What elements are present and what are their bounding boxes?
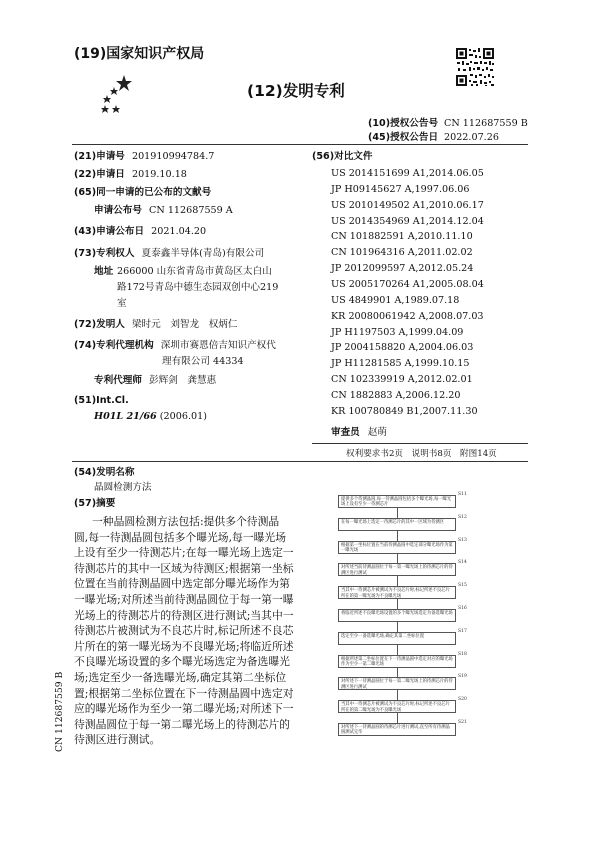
title-label: (54)发明名称: [74, 467, 135, 478]
agent-row: [94, 374, 216, 387]
flow-arrow: [397, 690, 398, 700]
reference-item: CN 1882883 A,2006.12.20: [331, 389, 461, 401]
flow-step-box: 在每一曝光场上选定一待测芯片的其中一区域为待测区: [338, 518, 456, 531]
flowchart: [338, 492, 478, 745]
flow-step-box: 选定至少一备选曝光场,确定其第二坐标位置: [338, 632, 456, 645]
pub-row: [94, 204, 233, 217]
abstract-line: 待测芯片被测试为不良芯片时,标记所述不良芯: [74, 624, 294, 638]
abstract-line: 位置在当前待测晶圆中选定部分曝光场作为第: [74, 577, 290, 591]
examiner-label: 审查员: [331, 427, 360, 438]
refs-label: (56)对比文件: [312, 151, 373, 162]
abstract-line: 一种晶圆检测方法包括:提供多个待测晶: [92, 515, 280, 528]
reference-item: KR 100780849 B1,2007.11.30: [331, 405, 478, 417]
reference-item: US 2005170264 A1,2005.08.04: [331, 278, 484, 290]
flow-step-id: S11: [458, 492, 467, 497]
app-no-row: [74, 150, 214, 163]
reference-item: KR 20080061942 A,2008.07.03: [331, 310, 484, 322]
flow-step-box: 当其中一待测芯片被测试为不良芯片时,标记所述不良芯片所在的第一曝光场为不良曝光场: [338, 586, 456, 599]
intcl-year: (2006.01): [159, 411, 207, 422]
side-doc-code: CN 112687559 B: [54, 671, 65, 752]
flow-arrow: [397, 576, 398, 586]
flow-arrow: [397, 713, 398, 723]
intcl-row: [94, 410, 207, 423]
reference-item: US 2014354969 A1,2014.12.04: [331, 215, 484, 227]
abstract-line: 场;选定至少一备选曝光场,确定其第二坐标位: [74, 671, 287, 684]
reference-item: CN 101964316 A,2011.02.02: [331, 247, 473, 259]
prior-label: (65)同一申请的已公布的文献号: [74, 187, 212, 198]
app-no-value: 201910994784.7: [131, 151, 215, 162]
agency-row: [74, 339, 276, 352]
flow-step-id: S14: [458, 560, 467, 566]
intcl-label: (51)Int.Cl.: [74, 395, 129, 406]
examiner-divider: [312, 443, 528, 444]
flow-step-id: S13: [458, 537, 467, 543]
pub-date-value: 2022.07.26: [444, 132, 499, 143]
pub-value: CN 112687559 A: [149, 205, 233, 216]
examiner-row: [331, 426, 387, 439]
section-divider: [72, 461, 528, 462]
reference-item: JP 2012099597 A,2012.05.24: [331, 263, 474, 275]
abstract-line: 待测芯片的其中一区域为待测区;根据第一坐标: [74, 561, 294, 575]
inventor-row: [74, 318, 238, 331]
page-counts: 权利要求书2页 说明书8页 附图14页: [346, 449, 497, 459]
owner-row: [74, 247, 264, 260]
flow-step-id: S19: [458, 674, 467, 680]
flow-arrow: [397, 645, 398, 655]
flow-step-id: S12: [458, 514, 467, 520]
flow-step-box: 对所述下一待测晶圆的待测芯片进行测试,直至所有待测晶圆测试完毕: [338, 723, 456, 736]
reference-item: US 2014151699 A1,2014.06.05: [331, 168, 484, 179]
left-pub-date-value: 2021.04.20: [151, 226, 207, 237]
app-date-row: [74, 168, 187, 181]
flow-step-box: 当其中一待测芯片被测试为不良芯片时,标记所述不良芯片所在的第二曝光场为不良曝光场: [338, 700, 456, 713]
reference-item: US 4849901 A,1989.07.18: [331, 294, 460, 306]
address-line-3: 室: [117, 298, 127, 309]
owner-label: (73)专利权人: [74, 248, 135, 259]
address-line-1: 266000 山东省青岛市黄岛区太白山: [117, 266, 272, 277]
abstract-line: 待测晶圆位于每一第二曝光场上的待测芯片的: [74, 717, 290, 731]
flow-step-id: S21: [458, 720, 467, 725]
left-pub-date-label: (43)申请公布日: [74, 226, 145, 237]
reference-item: CN 101882591 A,2010.11.10: [331, 231, 473, 243]
flow-step-box: 将临近所述不良曝光场设置的多个曝光场选定为备选曝光场: [338, 609, 456, 622]
reference-item: CN 102339919 A,2012.02.01: [331, 374, 473, 386]
flow-arrow: [397, 508, 398, 518]
reference-item: JP H09145627 A,1997.06.06: [331, 183, 470, 195]
owner-value: 夏泰鑫半导体(青岛)有限公司: [141, 248, 265, 259]
flow-arrow: [397, 622, 398, 632]
header-divider: [72, 144, 528, 145]
reference-item: JP H11281585 A,1999.10.15: [331, 358, 470, 370]
abstract-line: 不良曝光场设置的多个曝光场选定为备选曝光: [74, 655, 290, 669]
agency-line-1: 深圳市赛恩倍吉知识产权代: [160, 340, 276, 351]
flow-step-id: S15: [458, 583, 467, 589]
inventor-value: 梁时元 刘智龙 权炳仁: [131, 319, 238, 330]
abstract-line: 待测区进行测试。: [74, 733, 161, 747]
doc-type-title: (12)发明专利: [247, 82, 345, 100]
abstract-line: 置;根据第二坐标位置在下一待测晶圆中选定对: [74, 686, 294, 700]
flow-step-box: 根据第一坐标位置在当前待测晶圆中选定部分曝光场作为第一曝光场: [338, 541, 456, 554]
abstract-label: (57)摘要: [74, 498, 116, 509]
address-label: 地址: [94, 266, 114, 277]
flow-arrow: [397, 599, 398, 609]
flow-arrow: [397, 554, 398, 564]
flow-step-id: S20: [458, 697, 467, 703]
pub-date-label: (45)授权公告日: [368, 132, 439, 143]
pub-no-label: (10)授权公告号: [368, 118, 439, 129]
flow-arrow: [397, 531, 398, 541]
agency-line-2: 理有限公司 44334: [162, 356, 244, 367]
flow-step-id: S16: [458, 606, 467, 611]
flow-step-box: 对所述下一待测晶圆位于每一第二曝光场上的待测芯片的待测区进行测试: [338, 677, 456, 690]
flow-step-id: S18: [458, 651, 467, 657]
reference-item: JP 2004158820 A,2004.06.03: [331, 342, 474, 354]
examiner-value: 赵萌: [367, 427, 388, 438]
app-date-value: 2019.10.18: [131, 169, 187, 180]
flow-step-id: S17: [458, 628, 467, 634]
inventor-label: (72)发明人: [74, 319, 125, 330]
flow-arrow: [397, 668, 398, 678]
office-name: (19)国家知识产权局: [74, 46, 205, 62]
abstract-line: 上设有至少一待测芯片;在每一曝光场上选定一: [74, 546, 294, 560]
office-emblem-icon: [96, 73, 148, 119]
reference-item: JP H1197503 A,1999.04.09: [331, 326, 464, 338]
agency-label: (74)专利代理机构: [74, 340, 154, 351]
pub-label: 申请公布号: [94, 205, 142, 216]
intcl-value: H01L 21/66: [94, 411, 157, 422]
app-no-label: (21)申请号: [74, 151, 125, 162]
pub-date-row: [74, 225, 206, 238]
flow-step-box: 对所述当前待测晶圆位于每一第一曝光场上的待测芯片的待测区进行测试: [338, 563, 456, 576]
agent-label: 专利代理师: [94, 375, 142, 386]
agent-value: 彭辉剑 龚慧惠: [149, 375, 217, 386]
address-line-2: 路172号青岛中德生态园双创中心219: [117, 282, 279, 293]
flow-step-box: 提供多个待测晶圆,每一待测晶圆包括多个曝光场,每一曝光场上设有至少一待测芯片: [338, 495, 456, 508]
title-value: 晶圆检测方法: [94, 482, 152, 493]
reference-item: US 2010149502 A1,2010.06.17: [331, 199, 484, 211]
abstract-line: 片所在的第一曝光场为不良曝光场;将临近所述: [74, 639, 294, 653]
abstract-line: 圆,每一待测晶圆包括多个曝光场,每一曝光场: [74, 530, 287, 544]
app-date-label: (22)申请日: [74, 169, 125, 180]
abstract-line: 光场上的待测芯片的待测区进行测试;当其中一: [74, 608, 294, 622]
abstract-line: 应的曝光场作为至少一第二曝光场;对所述下一: [74, 702, 294, 716]
pub-no-value: CN 112687559 B: [444, 118, 528, 129]
flow-step-box: 根据所述第二坐标位置在下一待测晶圆中选定对应的曝光场作为至少一第二曝光场: [338, 655, 456, 668]
qr-code: [455, 47, 495, 87]
abstract-line: 一曝光场;对所述当前待测晶圆位于每一第一曝: [74, 593, 294, 606]
